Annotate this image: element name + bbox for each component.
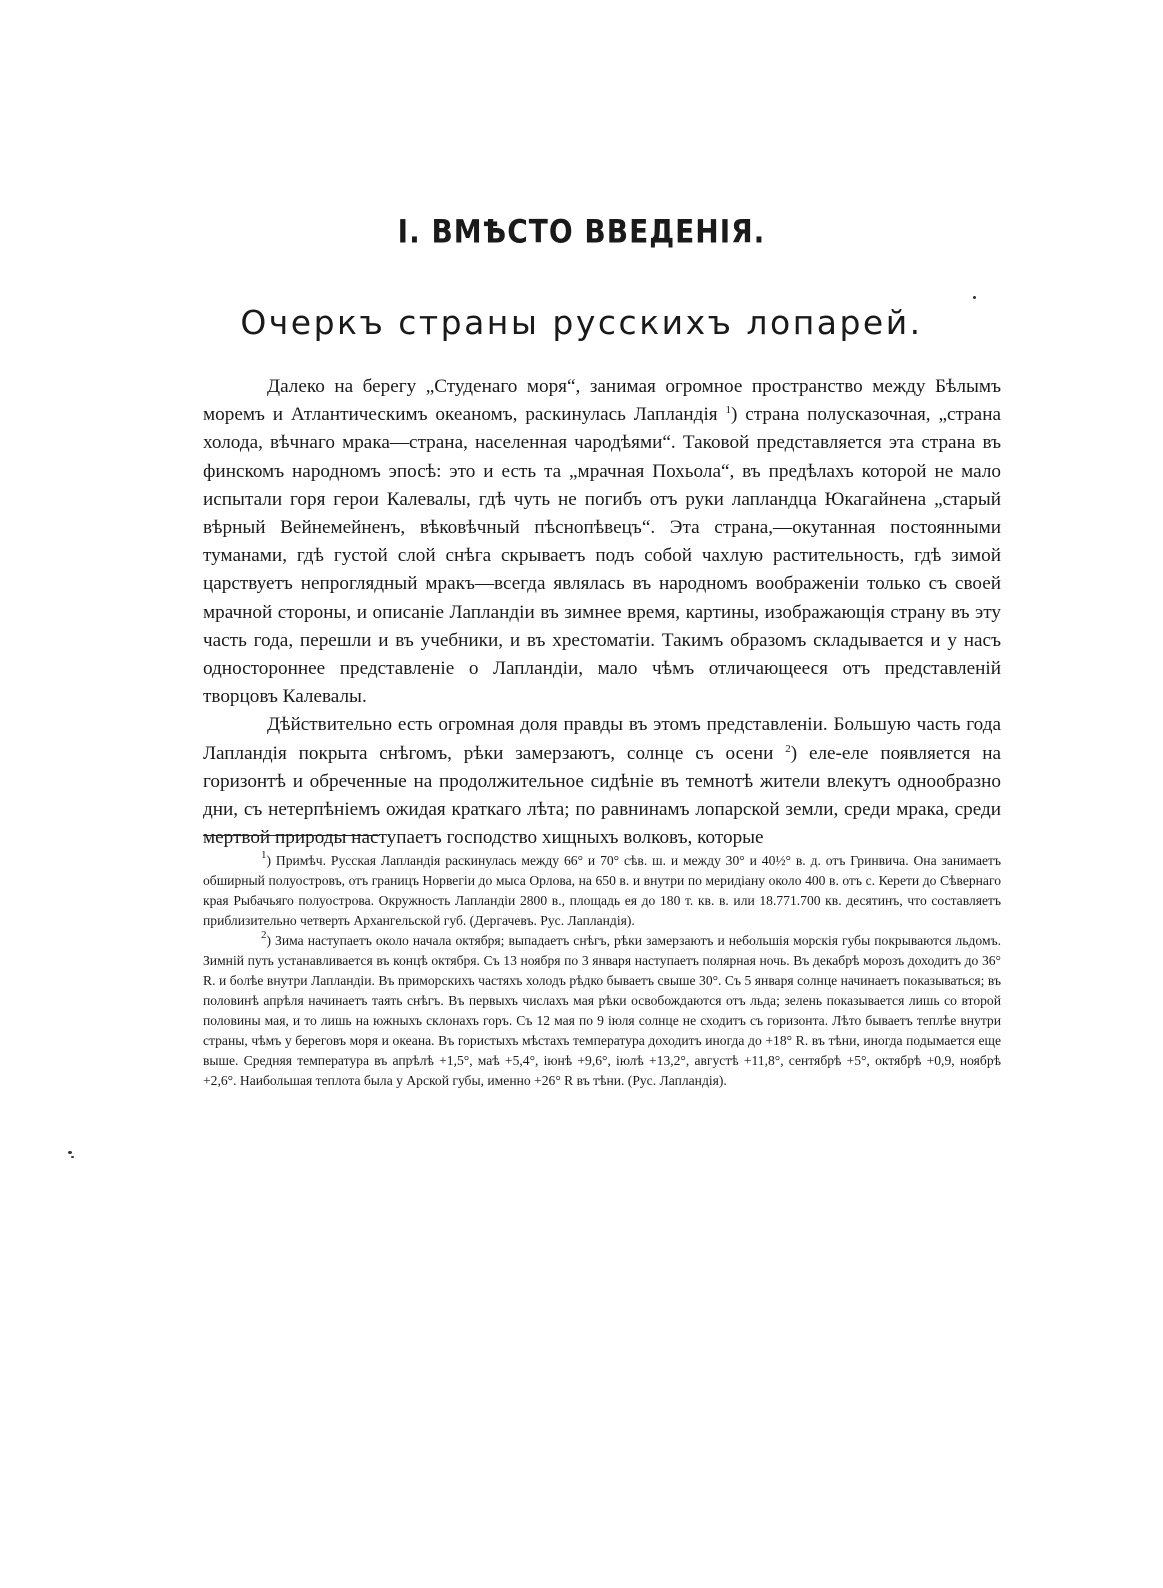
- chapter-title: I. ВМѢСТО ВВЕДЕНІЯ.: [397, 212, 766, 251]
- main-text: [203, 373, 1001, 852]
- paragraph-2: [203, 711, 1001, 852]
- footnote-1: [203, 851, 1001, 931]
- scan-speck: [68, 1151, 72, 1154]
- paragraph-2-text-b: ) еле-еле появляется на горизонтѣ и обреченные на продолжительное сидѣніе въ темнотѣ жители влекутъ однообразно дни, съ нетерпѣніемъ ожидая краткаго лѣта; по равнинамъ лопарской земли, среди мрака, среди мертвой природы наступаетъ господство хищныхъ волковъ, которые: [203, 742, 1001, 849]
- footnote-2-mark: 2: [261, 929, 267, 941]
- footnote-1-mark: 1: [261, 849, 267, 861]
- paragraph-1: [203, 373, 1001, 711]
- footnote-ref-2: 2: [785, 742, 791, 755]
- paragraph-1-text-b: ) страна полусказочная, „страна холода, вѣчнаго мрака—страна, населенная чародѣями“. Таковой представляется эта страна въ финскомъ народномъ эпосѣ: это и есть та „мрачная Похьола“, въ предѣлахъ которой не мало испытали горя герои Калевалы, гдѣ чуть не погибъ отъ руки лапландца Юкагайнена „старый вѣрный Вейнемейненъ, вѣковѣчный пѣснопѣвецъ“. Эта страна,—окутанная постоянными туманами, гдѣ густой слой снѣга скрываетъ подъ собой чахлую растительность, гдѣ зимой царствуетъ непроглядный мракъ—всегда являлась въ народномъ воображеніи только съ своей мрачной стороны, и описаніе Лапландіи въ зимнее время, картины, изображающія страну въ эту часть года, перешли и въ учебники, и въ хрестоматіи. Такимъ образомъ складывается и у насъ одностороннее представленіе о Лапландіи, мало чѣмъ отличающееся отъ представленій творцовъ Калевалы.: [203, 404, 1001, 708]
- chapter-subtitle: Очеркъ страны русскихъ лопарей.: [240, 303, 923, 343]
- footnote-1-text: ) Примѣч. Русская Лапландія раскинулась между 66° и 70° сѣв. ш. и между 30° и 40½° в. д. отъ Гринвича. Она занимаетъ обширный полуостровъ, отъ границъ Норвегіи до мыса Орлова, на 650 в. и внутри по меридіану около 400 в. отъ с. Керети до Сѣвернаго края Рыбачьяго полуострова. Окружность Лапландіи 2800 в., площадь ея до 180 т. кв. в. или 18.771.700 кв. десятинъ, что составляетъ приблизительно четверть Архангельской губ. (Дергачевъ. Рус. Лапландія).: [203, 853, 1001, 928]
- scan-speck: [71, 1156, 74, 1158]
- footnote-2: [203, 931, 1001, 1091]
- footnotes: [203, 851, 1001, 1091]
- footnote-2-text: ) Зима наступаетъ около начала октября; выпадаетъ снѣгъ, рѣки замерзаютъ и небольшія морскія губы покрываются льдомъ. Зимній путь устанавливается въ концѣ октября. Съ 13 ноября по 3 января наступаетъ полярная ночь. Въ декабрѣ морозъ доходитъ до 36° R. и болѣе внутри Лапландіи. Въ приморскихъ частяхъ холодъ рѣдко бываетъ свыше 30°. Съ 5 января солнце начинаетъ показываться; въ половинѣ апрѣля начинаетъ таять снѣгъ. Въ первыхъ числахъ мая рѣки освобождаются отъ льда; зелень показывается лишь со второй половины мая, и то лишь на южныхъ склонахъ горъ. Съ 12 мая по 9 іюля солнце не сходитъ съ горизонта. Лѣто бываетъ теплѣе внутри страны, чѣмъ у береговъ моря и океана. Въ гористыхъ мѣстахъ температура доходитъ иногда до +18° R. въ тѣни, иногда подымается еще выше. Средняя температура въ апрѣлѣ +1,5°, маѣ +5,4°, іюнѣ +9,6°, іюлѣ +13,2°, августѣ +11,8°, сентябрѣ +5°, октябрѣ +0,9, ноябрѣ +2,6°. Наибольшая теплота была у Арской губы, именно +26° R въ тѣни. (Рус. Лапландія).: [203, 933, 1001, 1088]
- scan-speck: [973, 296, 976, 299]
- footnote-ref-1: 1: [725, 404, 731, 417]
- footnote-separator: [203, 835, 379, 836]
- paragraph-1-text-a: Далеко на берегу „Студенаго моря“, занимая огромное пространство между Бѣлымъ моремъ и Атлантическимъ океаномъ, раскинулась Лапландія: [203, 376, 1001, 426]
- paragraph-2-text-a: Дѣйствительно есть огромная доля правды въ этомъ представленіи. Большую часть года Лапландія покрыта снѣгомъ, рѣки замерзаютъ, солнце съ осени: [203, 714, 1001, 764]
